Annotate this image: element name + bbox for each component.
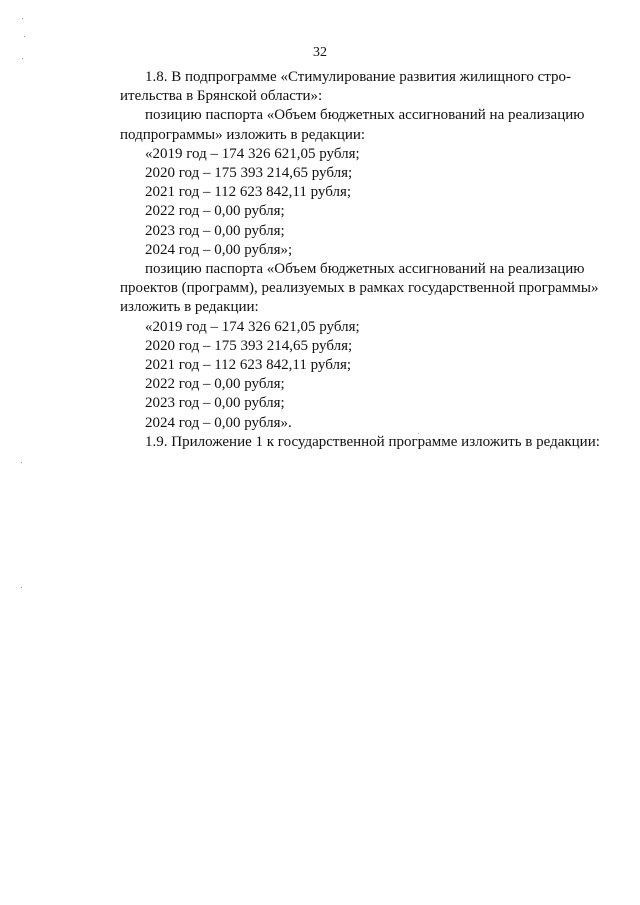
scan-speck bbox=[21, 587, 22, 588]
paragraph-position-a-line-2: подпрограммы» изложить в редакции: bbox=[120, 126, 366, 143]
page-number: 32 bbox=[313, 45, 327, 60]
scan-speck bbox=[22, 18, 23, 19]
paragraph-1-8-line-2: ительства в Брянской области»: bbox=[120, 88, 323, 105]
paragraph-position-a-line-1: позицию паспорта «Объем бюджетных ассигнований на реализацию bbox=[145, 107, 585, 124]
paragraph-position-b-line-1: позицию паспорта «Объем бюджетных ассигнований на реализацию bbox=[145, 261, 585, 278]
scan-speck bbox=[22, 58, 23, 59]
list-b-item: 2023 год – 0,00 рубля; bbox=[145, 395, 285, 412]
paragraph-1-9: 1.9. Приложение 1 к государственной программе изложить в редакции: bbox=[145, 433, 600, 450]
scan-speck bbox=[21, 462, 22, 463]
list-a-item: «2019 год – 174 326 621,05 рубля; bbox=[145, 145, 360, 162]
scan-speck bbox=[418, 433, 419, 434]
list-a-item: 2024 год – 0,00 рубля»; bbox=[145, 241, 293, 258]
list-b-item: 2020 год – 175 393 214,65 рубля; bbox=[145, 337, 353, 354]
paragraph-position-b-line-2: проектов (программ), реализуемых в рамках государственной программы» bbox=[120, 280, 599, 297]
list-a-item: 2020 год – 175 393 214,65 рубля; bbox=[145, 165, 353, 182]
paragraph-position-b-line-3: изложить в редакции: bbox=[120, 299, 259, 316]
list-b-item: «2019 год – 174 326 621,05 рубля; bbox=[145, 318, 360, 335]
paragraph-1-8-line-1: 1.8. В подпрограмме «Стимулирование развития жилищного стро- bbox=[145, 69, 572, 85]
list-a-item: 2023 год – 0,00 рубля; bbox=[145, 222, 285, 239]
list-b-item: 2024 год – 0,00 рубля». bbox=[145, 414, 292, 431]
list-b-item: 2021 год – 112 623 842,11 рубля; bbox=[145, 357, 352, 374]
document-body bbox=[120, 68, 600, 452]
list-b-item: 2022 год – 0,00 рубля; bbox=[145, 376, 285, 393]
list-a-item: 2021 год – 112 623 842,11 рубля; bbox=[145, 184, 352, 201]
list-a-item: 2022 год – 0,00 рубля; bbox=[145, 203, 285, 220]
scan-speck bbox=[24, 36, 25, 37]
